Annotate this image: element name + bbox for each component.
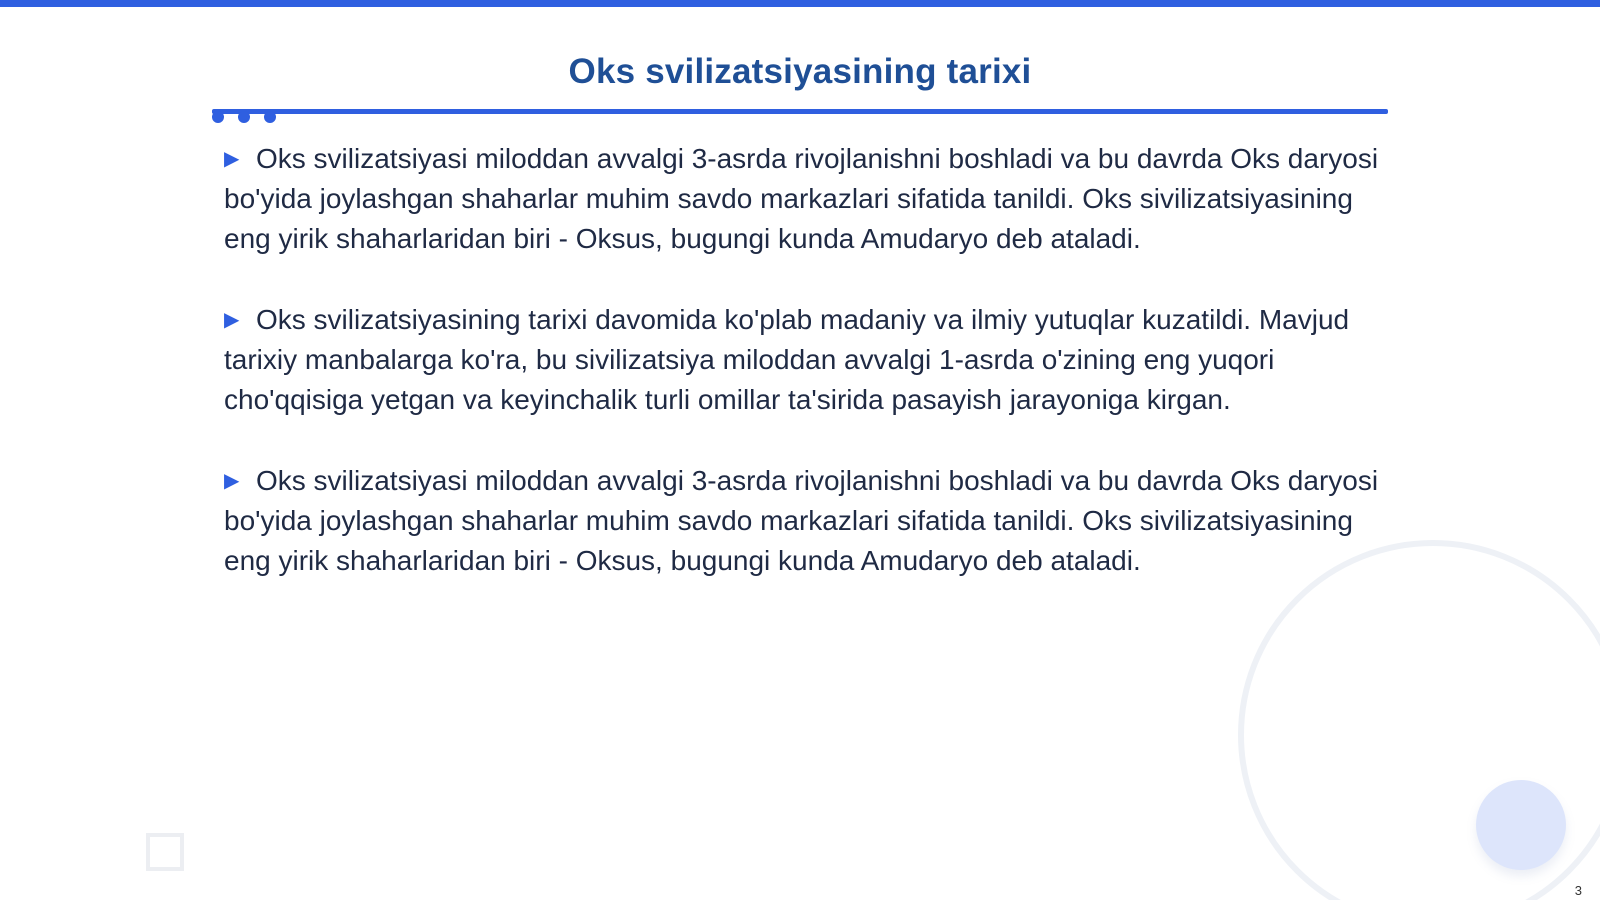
decorative-circle (1476, 780, 1566, 870)
underline-dot (238, 111, 250, 123)
underline-dot (212, 111, 224, 123)
triangle-bullet-icon: ▶ (224, 470, 240, 492)
bullet-text: Oks svilizatsiyasi miloddan avvalgi 3-asrda rivojlanishni boshladi va bu davrda Oks daryosi bo'yida joylashgan shaharlar muhim savdo markazlari sifatida tanildi. Oks sivilizatsiyasining eng yirik shaharlaridan biri - Oksus, bugungi kunda Amudaryo deb ataladi. (224, 143, 1379, 254)
bullet-text: Oks svilizatsiyasining tarixi davomida ko'plab madaniy va ilmiy yutuqlar kuzatildi. Mavjud tarixiy manbalarga ko'ra, bu sivilizatsiya miloddan avvalgi 1-asrda o'zining eng yuqori cho'qqisiga yetgan va keyinchalik turli omillar ta'sirida pasayish jarayoniga kirgan. (224, 304, 1350, 415)
bullet-text: Oks svilizatsiyasi miloddan avvalgi 3-asrda rivojlanishni boshladi va bu davrda Oks daryosi bo'yida joylashgan shaharlar muhim savdo markazlari sifatida tanildi. Oks sivilizatsiyasining eng yirik shaharlaridan biri - Oksus, bugungi kunda Amudaryo deb ataladi. (224, 465, 1379, 576)
decorative-square (146, 833, 184, 871)
bullet-item (224, 139, 1384, 259)
bullet-item (224, 300, 1384, 420)
bullet-item (224, 461, 1384, 581)
top-accent-bar (0, 0, 1600, 7)
triangle-bullet-icon: ▶ (224, 148, 240, 170)
page-number: 3 (1574, 883, 1582, 898)
title-underline (212, 109, 1388, 114)
slide-title: Oks svilizatsiyasining tarixi (568, 52, 1032, 91)
underline-dot (264, 111, 276, 123)
bullet-list (224, 139, 1384, 622)
triangle-bullet-icon: ▶ (224, 309, 240, 331)
